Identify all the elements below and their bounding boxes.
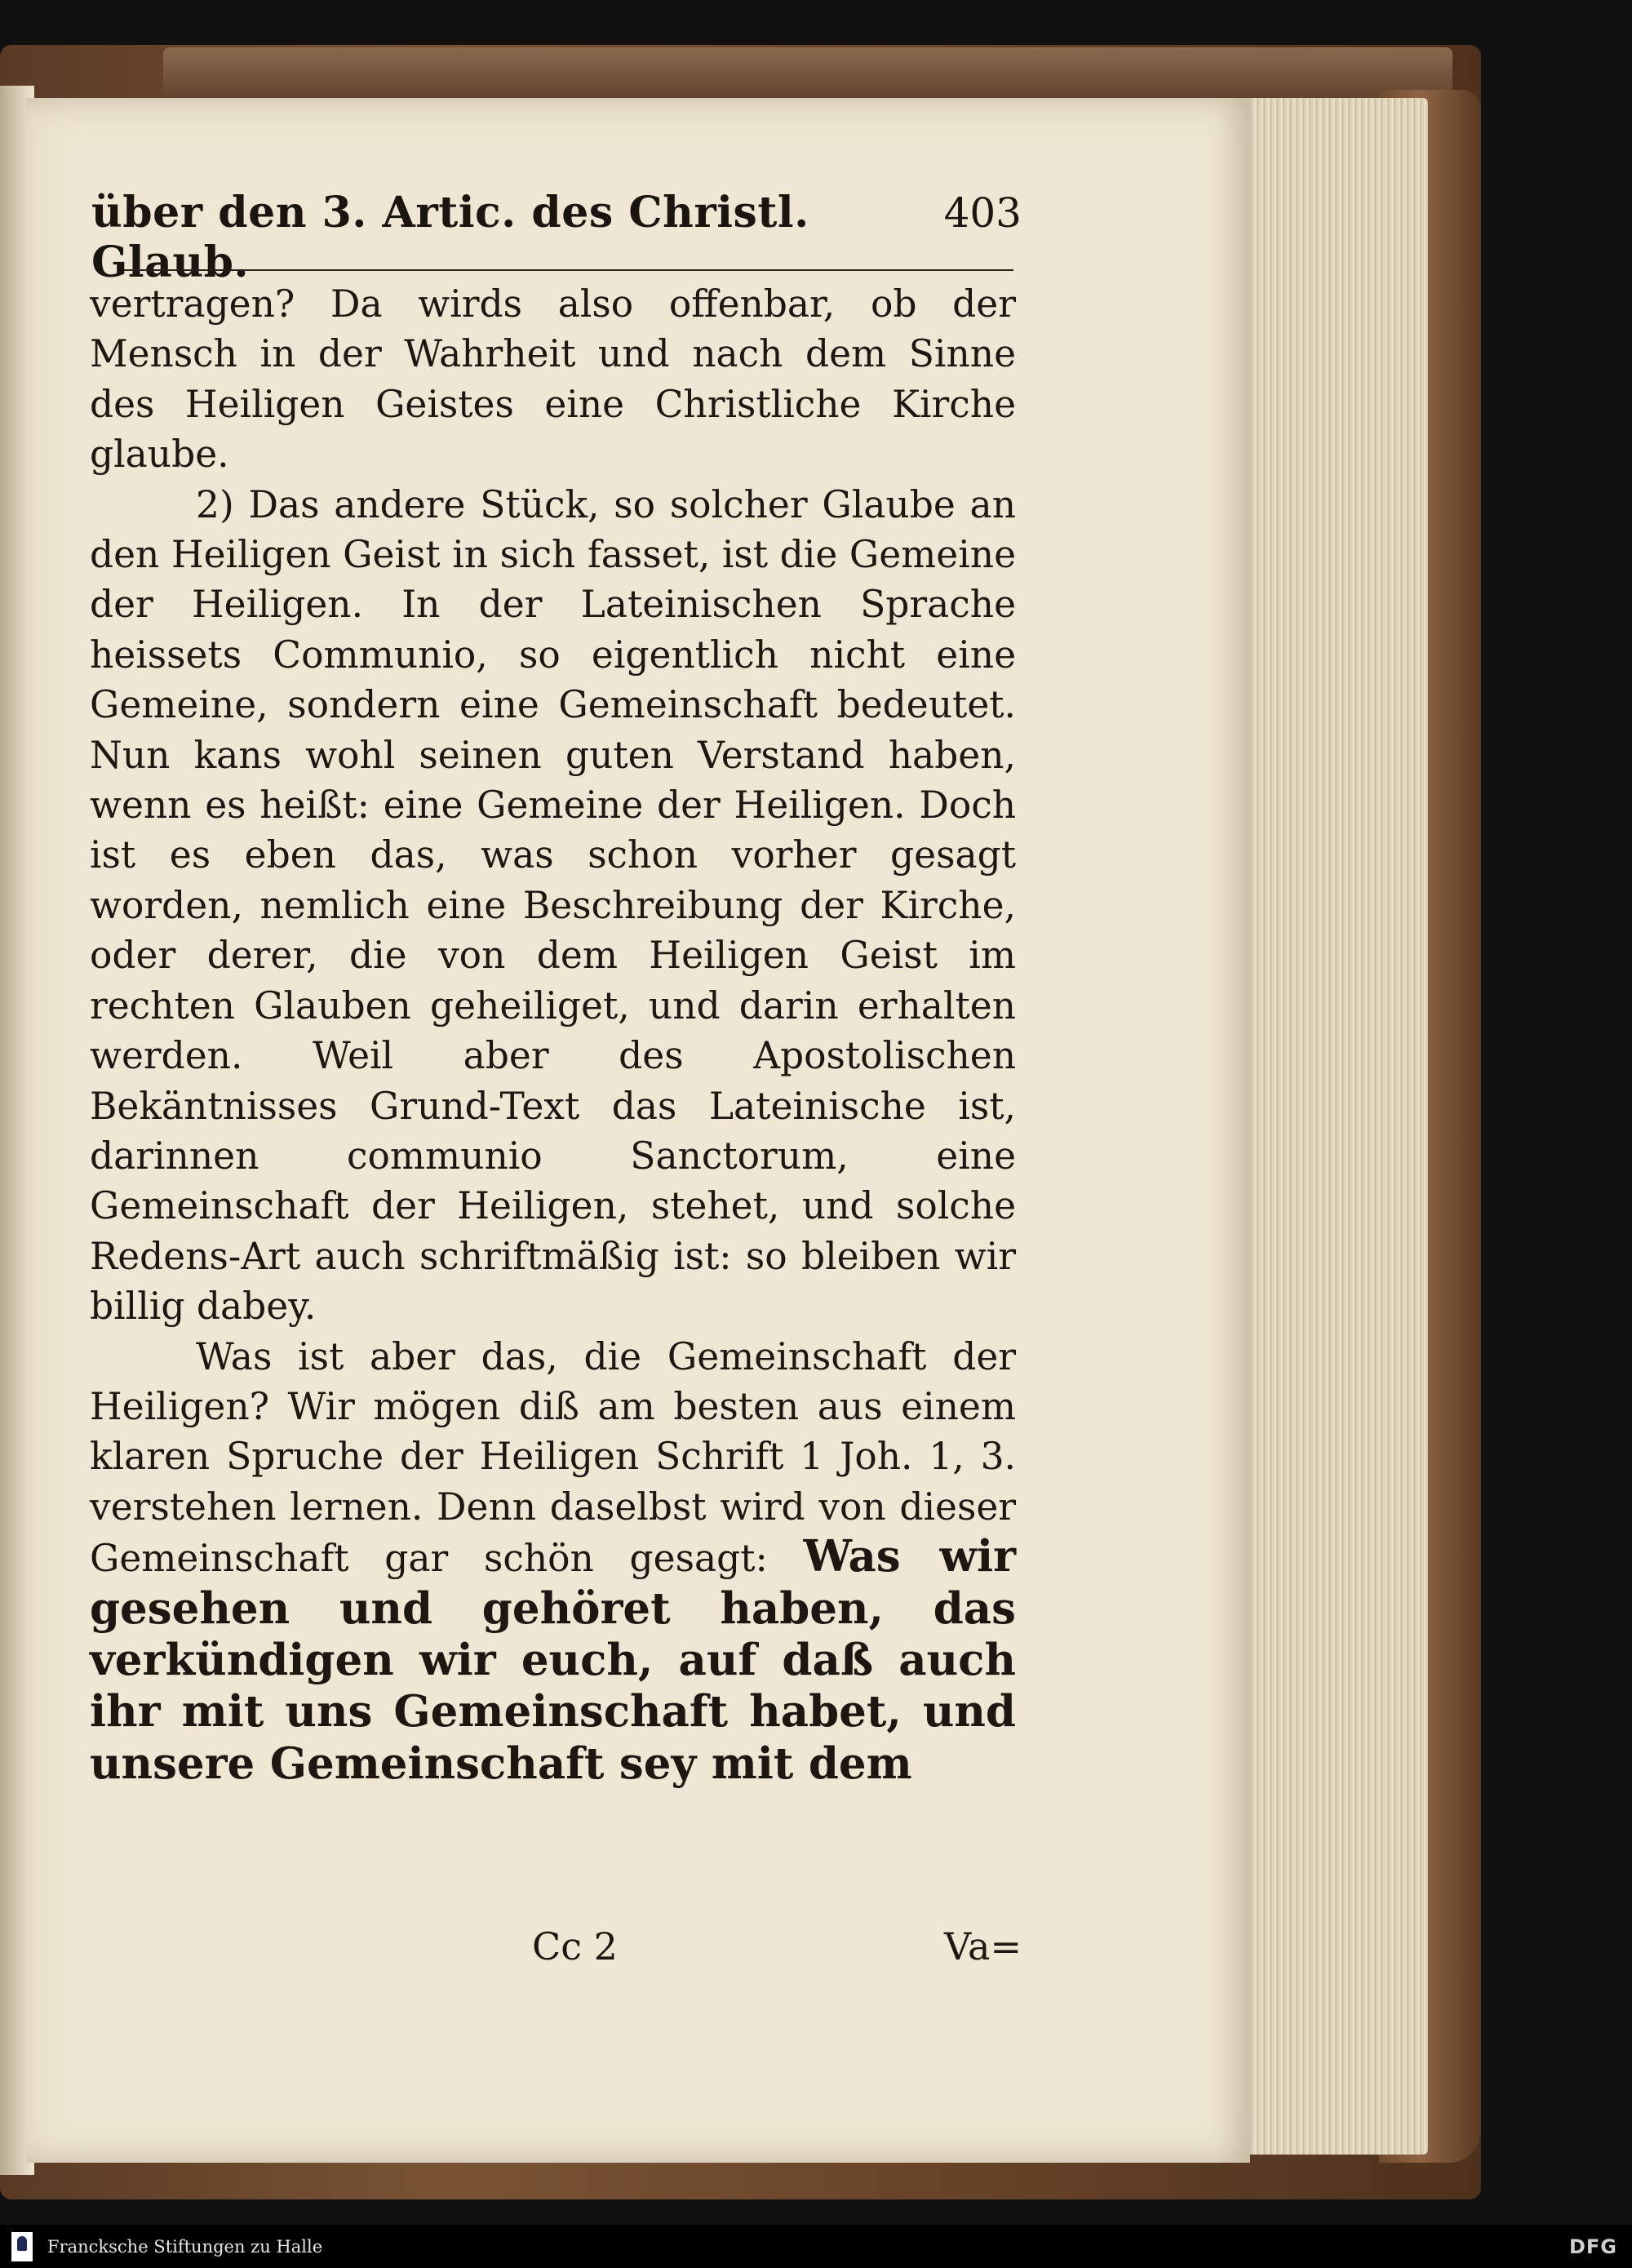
footer-left: [0, 2232, 322, 2261]
body-text: [90, 279, 1016, 1791]
page-foot: [91, 1924, 1022, 1968]
running-title: über den 3. Artic. des Christl. Glaub.: [91, 188, 809, 287]
book-page: [26, 98, 1250, 2163]
page-number: 403: [943, 189, 1022, 237]
paragraph-1: vertragen? Da wirds also offenbar, ob der Mensch in der Wahrheit und nach dem Sinne des Heiligen Geistes eine Christliche Kirche glaube.: [90, 282, 1016, 477]
institution-name: Francksche Stiftungen zu Halle: [47, 2236, 323, 2257]
running-head: [91, 188, 1022, 287]
paragraph-2: 2) Das andere Stück, so solcher Glaube an den Heiligen Geist in sich fasset, ist die Gemeine der Heiligen. In der Lateinischen Sprache heissets Communio, so eigentlich nicht eine Gemeine, sondern eine Gemeinschaft bedeutet. Nun kans wohl seinen guten Verstand haben, wenn es heißt: eine Gemeine der Heiligen. Doch ist es eben das, was schon vorher gesagt worden, nemlich eine Beschreibung der Kirche, oder derer, die von dem Heiligen Geist im rechten Glauben geheiliget, und darin erhalten werden. Weil aber des Apostolischen Bekäntnisses Grund-Text das Lateinische ist, darinnen communio Sanctorum, eine Gemeinschaft der Heiligen, stehet, und solche Redens-Art auch schriftmäßig ist: so bleiben wir billig dabey.: [90, 482, 1016, 1329]
header-rule: [124, 269, 1013, 271]
page-edges: [1240, 98, 1428, 2155]
institution-logo-icon: [11, 2232, 33, 2261]
dfg-logo: DFG: [1568, 2235, 1617, 2258]
cover-top-edge: [163, 47, 1452, 104]
paragraph-3: [90, 1332, 1016, 1791]
signature-mark: Cc 2: [532, 1924, 618, 1968]
bible-quote: Was wir gesehen und gehöret haben, das verkündigen wir euch, auf daß auch ihr mit uns Gemeinschaft habet, und unsere Gemeinschaft sey mit dem: [90, 1531, 1016, 1789]
catchword: Va=: [944, 1924, 1022, 1968]
paragraph-3-text: Was ist aber das, die Gemeinschaft der Heiligen? Wir mögen diß am besten aus einem klaren Spruche der Heiligen Schrift 1 Joh. 1, 3. verstehen lernen. Denn daselbst wird von dieser Gemeinschaft gar schön gesagt:: [90, 1334, 1016, 1581]
footer-bar: [0, 2225, 1632, 2268]
